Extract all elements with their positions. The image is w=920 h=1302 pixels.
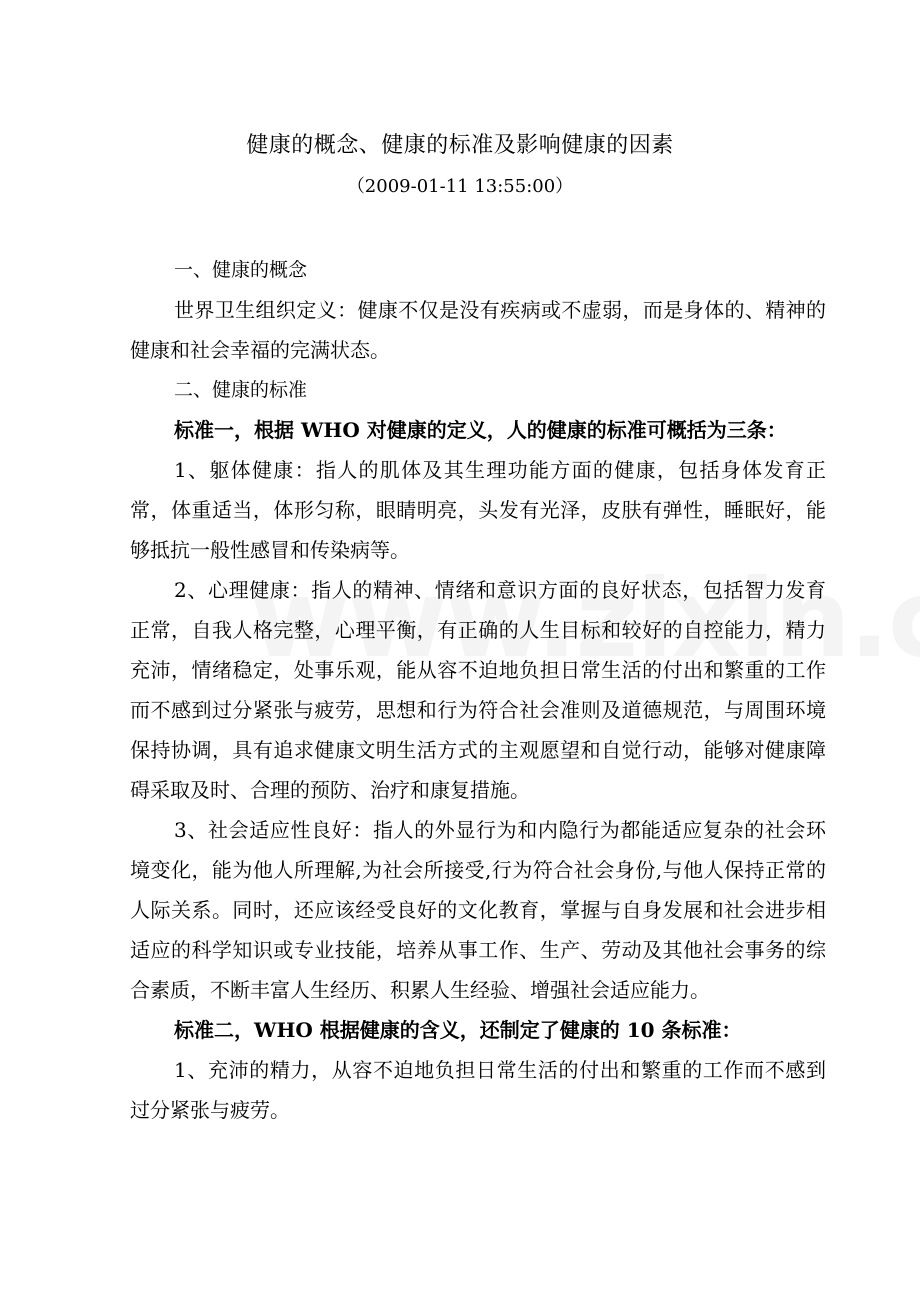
paragraph-social-adaptability: 3、社会适应性良好：指人的外显行为和内隐行为都能适应复杂的社会环境变化，能为他人所理解,为社会所接受,行为符合社会身份,与他人保持正常的人际关系。同时，还应该经受良好的文化教育，掌握与自身发展和社会进步相适应的科学知识或专业技能，培养从事工作、生产、劳动及其他社会事务的综合素质，不断丰富人生经历、积累人生经验、增强社会适应能力。	[130, 818, 826, 1002]
publish-date: （2009-01-11 13:55:00）	[346, 176, 574, 197]
page-title: 健康的概念、健康的标准及影响健康的因素	[246, 133, 674, 158]
section-heading-standards: 二、健康的标准	[174, 379, 308, 401]
paragraph-physical-health: 1、躯体健康：指人的肌体及其生理功能方面的健康，包括身体发育正常，体重适当，体形匀称，眼睛明亮，头发有光泽，皮肤有弹性，睡眠好，能够抵抗一般性感冒和传染病等。	[130, 458, 826, 562]
standard-two-heading: 标准二，WHO 根据健康的含义，还制定了健康的 10 条标准：	[174, 1018, 742, 1042]
paragraph-who-definition: 世界卫生组织定义：健康不仅是没有疾病或不虚弱，而是身体的、精神的健康和社会幸福的完满状态。	[130, 298, 826, 362]
paragraph-mental-health: 2、心理健康：指人的精神、情绪和意识方面的良好状态，包括智力发育正常，自我人格完整，心理平衡，有正确的人生目标和较好的自控能力，精力充沛，情绪稳定，处事乐观，能从容不迫地负担日常生活的付出和繁重的工作而不感到过分紧张与疲劳，思想和行为符合社会准则及道德规范，与周围环境保持协调，具有追求健康文明生活方式的主观愿望和自觉行动，能够对健康障碍采取及时、合理的预防、治疗和康复措施。	[130, 578, 826, 802]
section-heading-concept: 一、健康的概念	[174, 259, 308, 281]
paragraph-standard-two-item-1: 1、充沛的精力，从容不迫地负担日常生活的付出和繁重的工作而不感到过分紧张与疲劳。	[130, 1058, 826, 1122]
document-body	[130, 250, 826, 1130]
standard-one-heading: 标准一，根据 WHO 对健康的定义，人的健康的标准可概括为三条：	[174, 418, 787, 442]
